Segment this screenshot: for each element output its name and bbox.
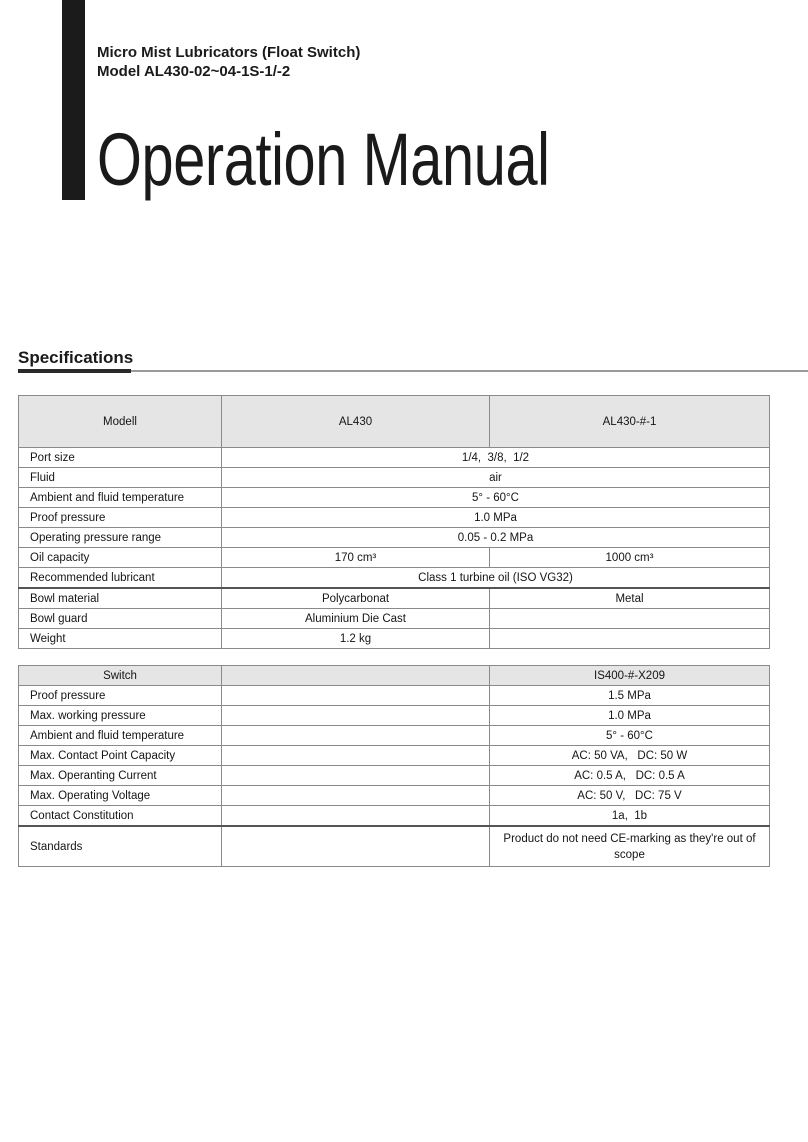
table-row: [19, 766, 770, 786]
row-label: Proof pressure: [19, 686, 222, 706]
table-row: [19, 686, 770, 706]
table-row: [19, 806, 770, 827]
table-row: [19, 786, 770, 806]
row-value: Product do not need CE-marking as they're out of scope: [490, 826, 770, 867]
row-value: AC: 0.5 A, DC: 0.5 A: [490, 766, 770, 786]
row-value: 1.5 MPa: [490, 686, 770, 706]
table-row: [19, 588, 770, 609]
row-label: Bowl guard: [19, 609, 222, 629]
row-value-al430: Polycarbonat: [222, 588, 490, 609]
table-row: [19, 726, 770, 746]
column-header-switch-model: IS400-#-X209: [490, 666, 770, 686]
table-row: [19, 488, 770, 508]
document-subtitle: [97, 43, 360, 81]
table-row: [19, 468, 770, 488]
column-header-empty: [222, 666, 490, 686]
row-value: Class 1 turbine oil (ISO VG32): [222, 568, 770, 589]
row-label: Standards: [19, 826, 222, 867]
table-row: [19, 548, 770, 568]
column-header-al430-1: AL430-#-1: [490, 396, 770, 448]
row-label: Ambient and fluid temperature: [19, 726, 222, 746]
row-label: Contact Constitution: [19, 806, 222, 827]
row-empty-cell: [222, 686, 490, 706]
row-value: 5° - 60°C: [490, 726, 770, 746]
row-value: 1/4, 3/8, 1/2: [222, 448, 770, 468]
row-empty-cell: [222, 826, 490, 867]
row-label: Max. Operating Voltage: [19, 786, 222, 806]
row-value-al430-1: Metal: [490, 588, 770, 609]
row-value: air: [222, 468, 770, 488]
row-label: Proof pressure: [19, 508, 222, 528]
table-row: [19, 568, 770, 589]
column-header-model: Modell: [19, 396, 222, 448]
row-label: Max. Contact Point Capacity: [19, 746, 222, 766]
row-label: Port size: [19, 448, 222, 468]
table-row: [19, 508, 770, 528]
specifications-table: [18, 395, 770, 649]
row-value-al430: Aluminium Die Cast: [222, 609, 490, 629]
title-accent-bar: [62, 0, 85, 200]
row-value-al430-1-empty: [490, 609, 770, 629]
table-header-row: [19, 666, 770, 686]
table-row: [19, 706, 770, 726]
row-value: AC: 50 VA, DC: 50 W: [490, 746, 770, 766]
row-label: Weight: [19, 629, 222, 649]
row-label: Oil capacity: [19, 548, 222, 568]
document-title: Operation Manual: [97, 118, 550, 201]
section-heading-specifications: Specifications: [18, 348, 134, 367]
row-value: 5° - 60°C: [222, 488, 770, 508]
table-row: [19, 528, 770, 548]
column-header-al430: AL430: [222, 396, 490, 448]
row-label: Operating pressure range: [19, 528, 222, 548]
table-row: [19, 448, 770, 468]
table-row: [19, 629, 770, 649]
row-label: Max. Operanting Current: [19, 766, 222, 786]
row-label: Bowl material: [19, 588, 222, 609]
row-value: 1a, 1b: [490, 806, 770, 827]
row-label: Ambient and fluid temperature: [19, 488, 222, 508]
switch-specifications-table: [18, 665, 770, 867]
product-name: Micro Mist Lubricators (Float Switch): [97, 44, 361, 61]
row-value-al430-1-empty: [490, 629, 770, 649]
model-number: Model AL430-02~04-1S-1/-2: [97, 63, 291, 80]
row-value-al430: 170 cm³: [222, 548, 490, 568]
row-value: 1.0 MPa: [222, 508, 770, 528]
section-rule: [131, 370, 808, 372]
row-empty-cell: [222, 706, 490, 726]
column-header-switch: Switch: [19, 666, 222, 686]
row-empty-cell: [222, 766, 490, 786]
table-row: [19, 826, 770, 867]
row-value-al430: 1.2 kg: [222, 629, 490, 649]
table-row: [19, 746, 770, 766]
row-empty-cell: [222, 726, 490, 746]
row-empty-cell: [222, 806, 490, 827]
table-header-row: [19, 396, 770, 448]
row-label: Fluid: [19, 468, 222, 488]
row-value: 0.05 - 0.2 MPa: [222, 528, 770, 548]
row-empty-cell: [222, 746, 490, 766]
row-label: Recommended lubricant: [19, 568, 222, 589]
row-value: 1.0 MPa: [490, 706, 770, 726]
table-row: [19, 609, 770, 629]
row-value-al430-1: 1000 cm³: [490, 548, 770, 568]
row-empty-cell: [222, 786, 490, 806]
row-value: AC: 50 V, DC: 75 V: [490, 786, 770, 806]
row-label: Max. working pressure: [19, 706, 222, 726]
section-rule-accent: [18, 369, 131, 373]
